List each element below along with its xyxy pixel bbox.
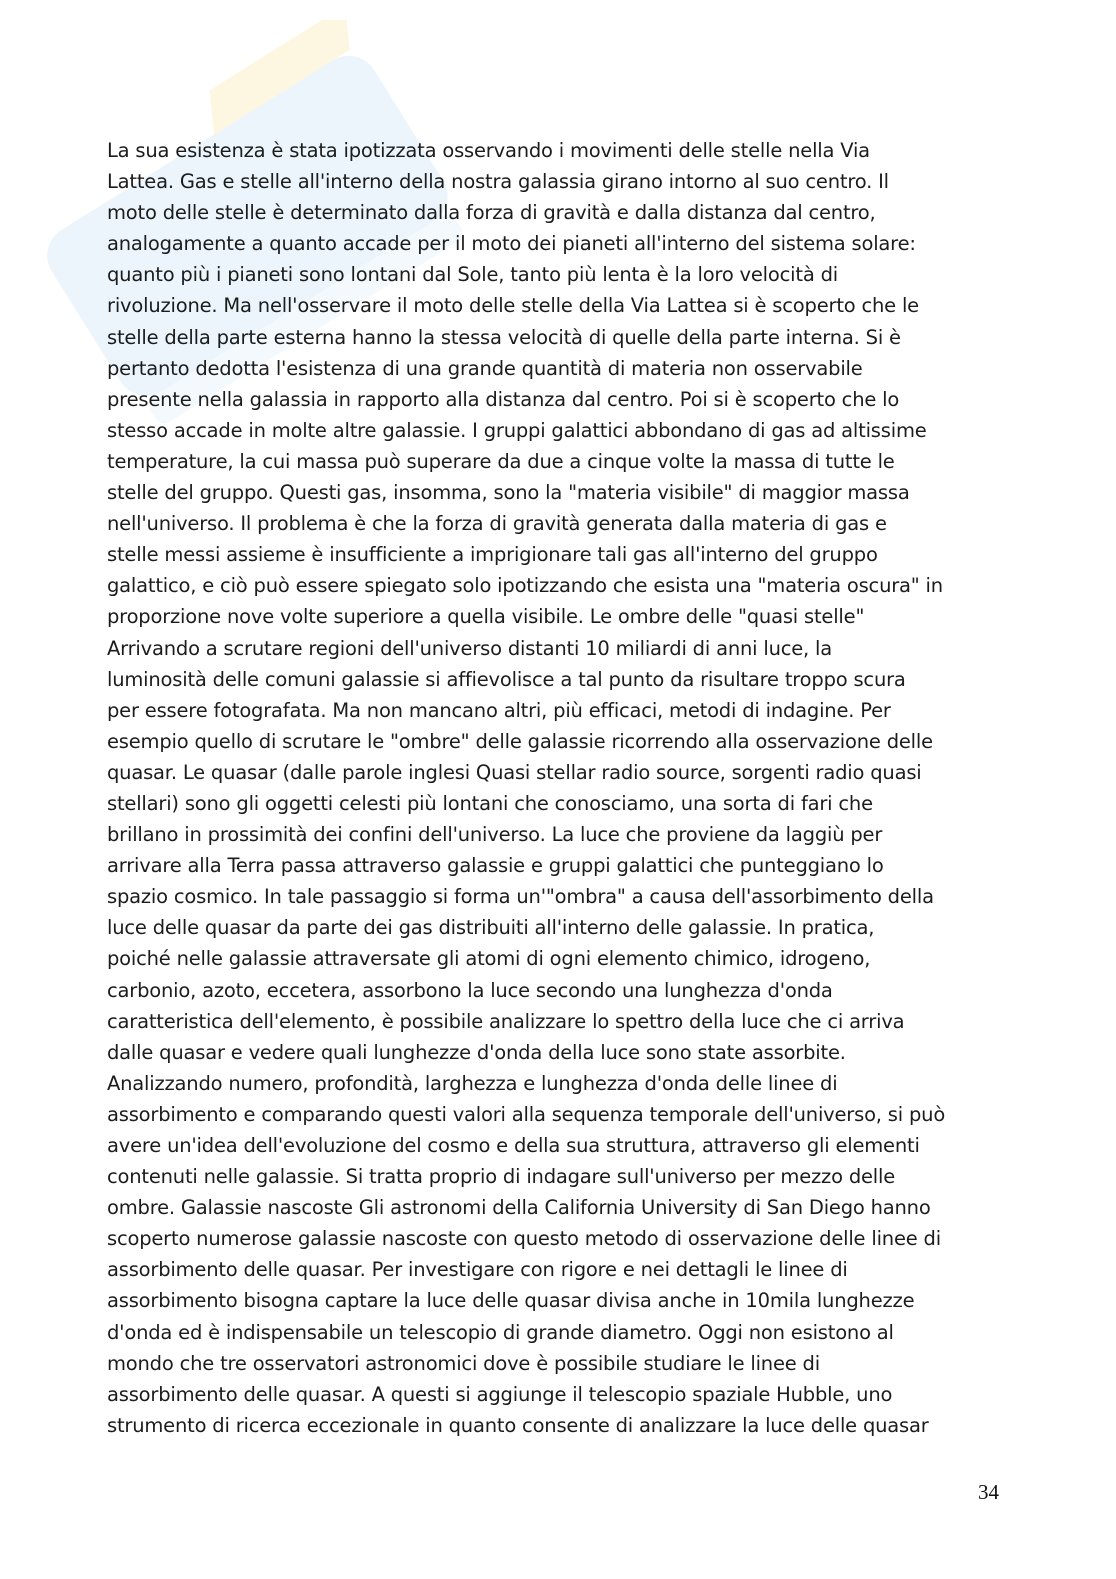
text-line: stellari) sono gli oggetti celesti più lontani che conosciamo, una sorta di fari che (107, 791, 873, 815)
text-line: quasar. Le quasar (dalle parole inglesi Quasi stellar radio source, sorgenti radio quasi (107, 760, 922, 784)
text-line: contenuti nelle galassie. Si tratta proprio di indagare sull'universo per mezzo delle (107, 1165, 896, 1189)
text-line: scoperto numerose galassie nascoste con questo metodo di osservazione delle linee di (107, 1227, 941, 1251)
text-line: moto delle stelle è determinato dalla forza di gravità e dalla distanza dal centro, (107, 201, 876, 225)
text-line: arrivare alla Terra passa attraverso galassie e gruppi galattici che punteggiano lo (107, 854, 884, 878)
text-line: carbonio, azoto, eccetera, assorbono la luce secondo una lunghezza d'onda (107, 978, 833, 1002)
text-line: luce delle quasar da parte dei gas distribuiti all'interno delle galassie. In pratica, (107, 916, 875, 940)
text-line: stelle della parte esterna hanno la stessa velocità di quelle della parte interna. Si è (107, 325, 901, 349)
text-line: per essere fotografata. Ma non mancano altri, più efficaci, metodi di indagine. Per (107, 698, 891, 722)
text-line: proporzione nove volte superiore a quella visibile. Le ombre delle "quasi stelle" (107, 605, 865, 629)
text-line: rivoluzione. Ma nell'osservare il moto delle stelle della Via Lattea si è scoperto che le (107, 294, 919, 318)
page-number: 34 (978, 1480, 999, 1504)
text-line: assorbimento delle quasar. Per investigare con rigore e nei dettagli le linee di (107, 1258, 848, 1282)
text-line: dalle quasar e vedere quali lunghezze d'onda della luce sono state assorbite. (107, 1040, 846, 1064)
text-line: luminosità delle comuni galassie si affievolisce a tal punto da risultare troppo scura (107, 667, 906, 691)
text-line: pertanto dedotta l'esistenza di una grande quantità di materia non osservabile (107, 356, 863, 380)
text-line: strumento di ricerca eccezionale in quanto consente di analizzare la luce delle quasar (107, 1413, 929, 1437)
text-line: presente nella galassia in rapporto alla distanza dal centro. Poi si è scoperto che lo (107, 387, 900, 411)
text-line: Lattea. Gas e stelle all'interno della nostra galassia girano intorno al suo centro. Il (107, 170, 889, 194)
text-line: analogamente a quanto accade per il moto dei pianeti all'interno del sistema solare: (107, 232, 916, 256)
text-line: temperature, la cui massa può superare da due a cinque volte la massa di tutte le (107, 449, 895, 473)
text-line: stelle del gruppo. Questi gas, insomma, sono la "materia visibile" di maggior massa (107, 481, 910, 505)
text-line: caratteristica dell'elemento, è possibile analizzare lo spettro della luce che ci arriva (107, 1009, 905, 1033)
text-line: nell'universo. Il problema è che la forza di gravità generata dalla materia di gas e (107, 512, 887, 536)
text-line: d'onda ed è indispensabile un telescopio di grande diametro. Oggi non esistono al (107, 1320, 894, 1344)
text-line: esempio quello di scrutare le "ombre" delle galassie ricorrendo alla osservazione delle (107, 729, 933, 753)
text-line: assorbimento e comparando questi valori alla sequenza temporale dell'universo, si può (107, 1102, 946, 1126)
text-line: stelle messi assieme è insufficiente a imprigionare tali gas all'interno del gruppo (107, 543, 878, 567)
text-line: avere un'idea dell'evoluzione del cosmo e della sua struttura, attraverso gli elementi (107, 1134, 920, 1157)
text-line: stesso accade in molte altre galassie. I gruppi galattici abbondano di gas ad altissime (107, 418, 927, 442)
text-line: La sua esistenza è stata ipotizzata osservando i movimenti delle stelle nella Via (107, 139, 870, 162)
text-line: quanto più i pianeti sono lontani dal Sole, tanto più lenta è la loro velocità di (107, 263, 838, 287)
body-text (107, 135, 1007, 1441)
text-line: mondo che tre osservatori astronomici dove è possibile studiare le linee di (107, 1351, 820, 1375)
text-line: galattico, e ciò può essere spiegato solo ipotizzando che esista una "materia oscura" in (107, 574, 943, 598)
text-line: brillano in prossimità dei confini dell'universo. La luce che proviene da laggiù per (107, 823, 883, 847)
text-line: Arrivando a scrutare regioni dell'universo distanti 10 miliardi di anni luce, la (107, 636, 833, 660)
text-line: assorbimento bisogna captare la luce delle quasar divisa anche in 10mila lunghezze (107, 1289, 915, 1313)
text-line: Analizzando numero, profondità, larghezza e lunghezza d'onda delle linee di (107, 1071, 838, 1095)
text-line: poiché nelle galassie attraversate gli atomi di ogni elemento chimico, idrogeno, (107, 947, 871, 971)
text-line: ombre. Galassie nascoste Gli astronomi della California University di San Diego hanno (107, 1196, 931, 1220)
text-line: spazio cosmico. In tale passaggio si forma un'"ombra" a causa dell'assorbimento della (107, 885, 934, 909)
text-line: assorbimento delle quasar. A questi si aggiunge il telescopio spaziale Hubble, uno (107, 1382, 893, 1406)
